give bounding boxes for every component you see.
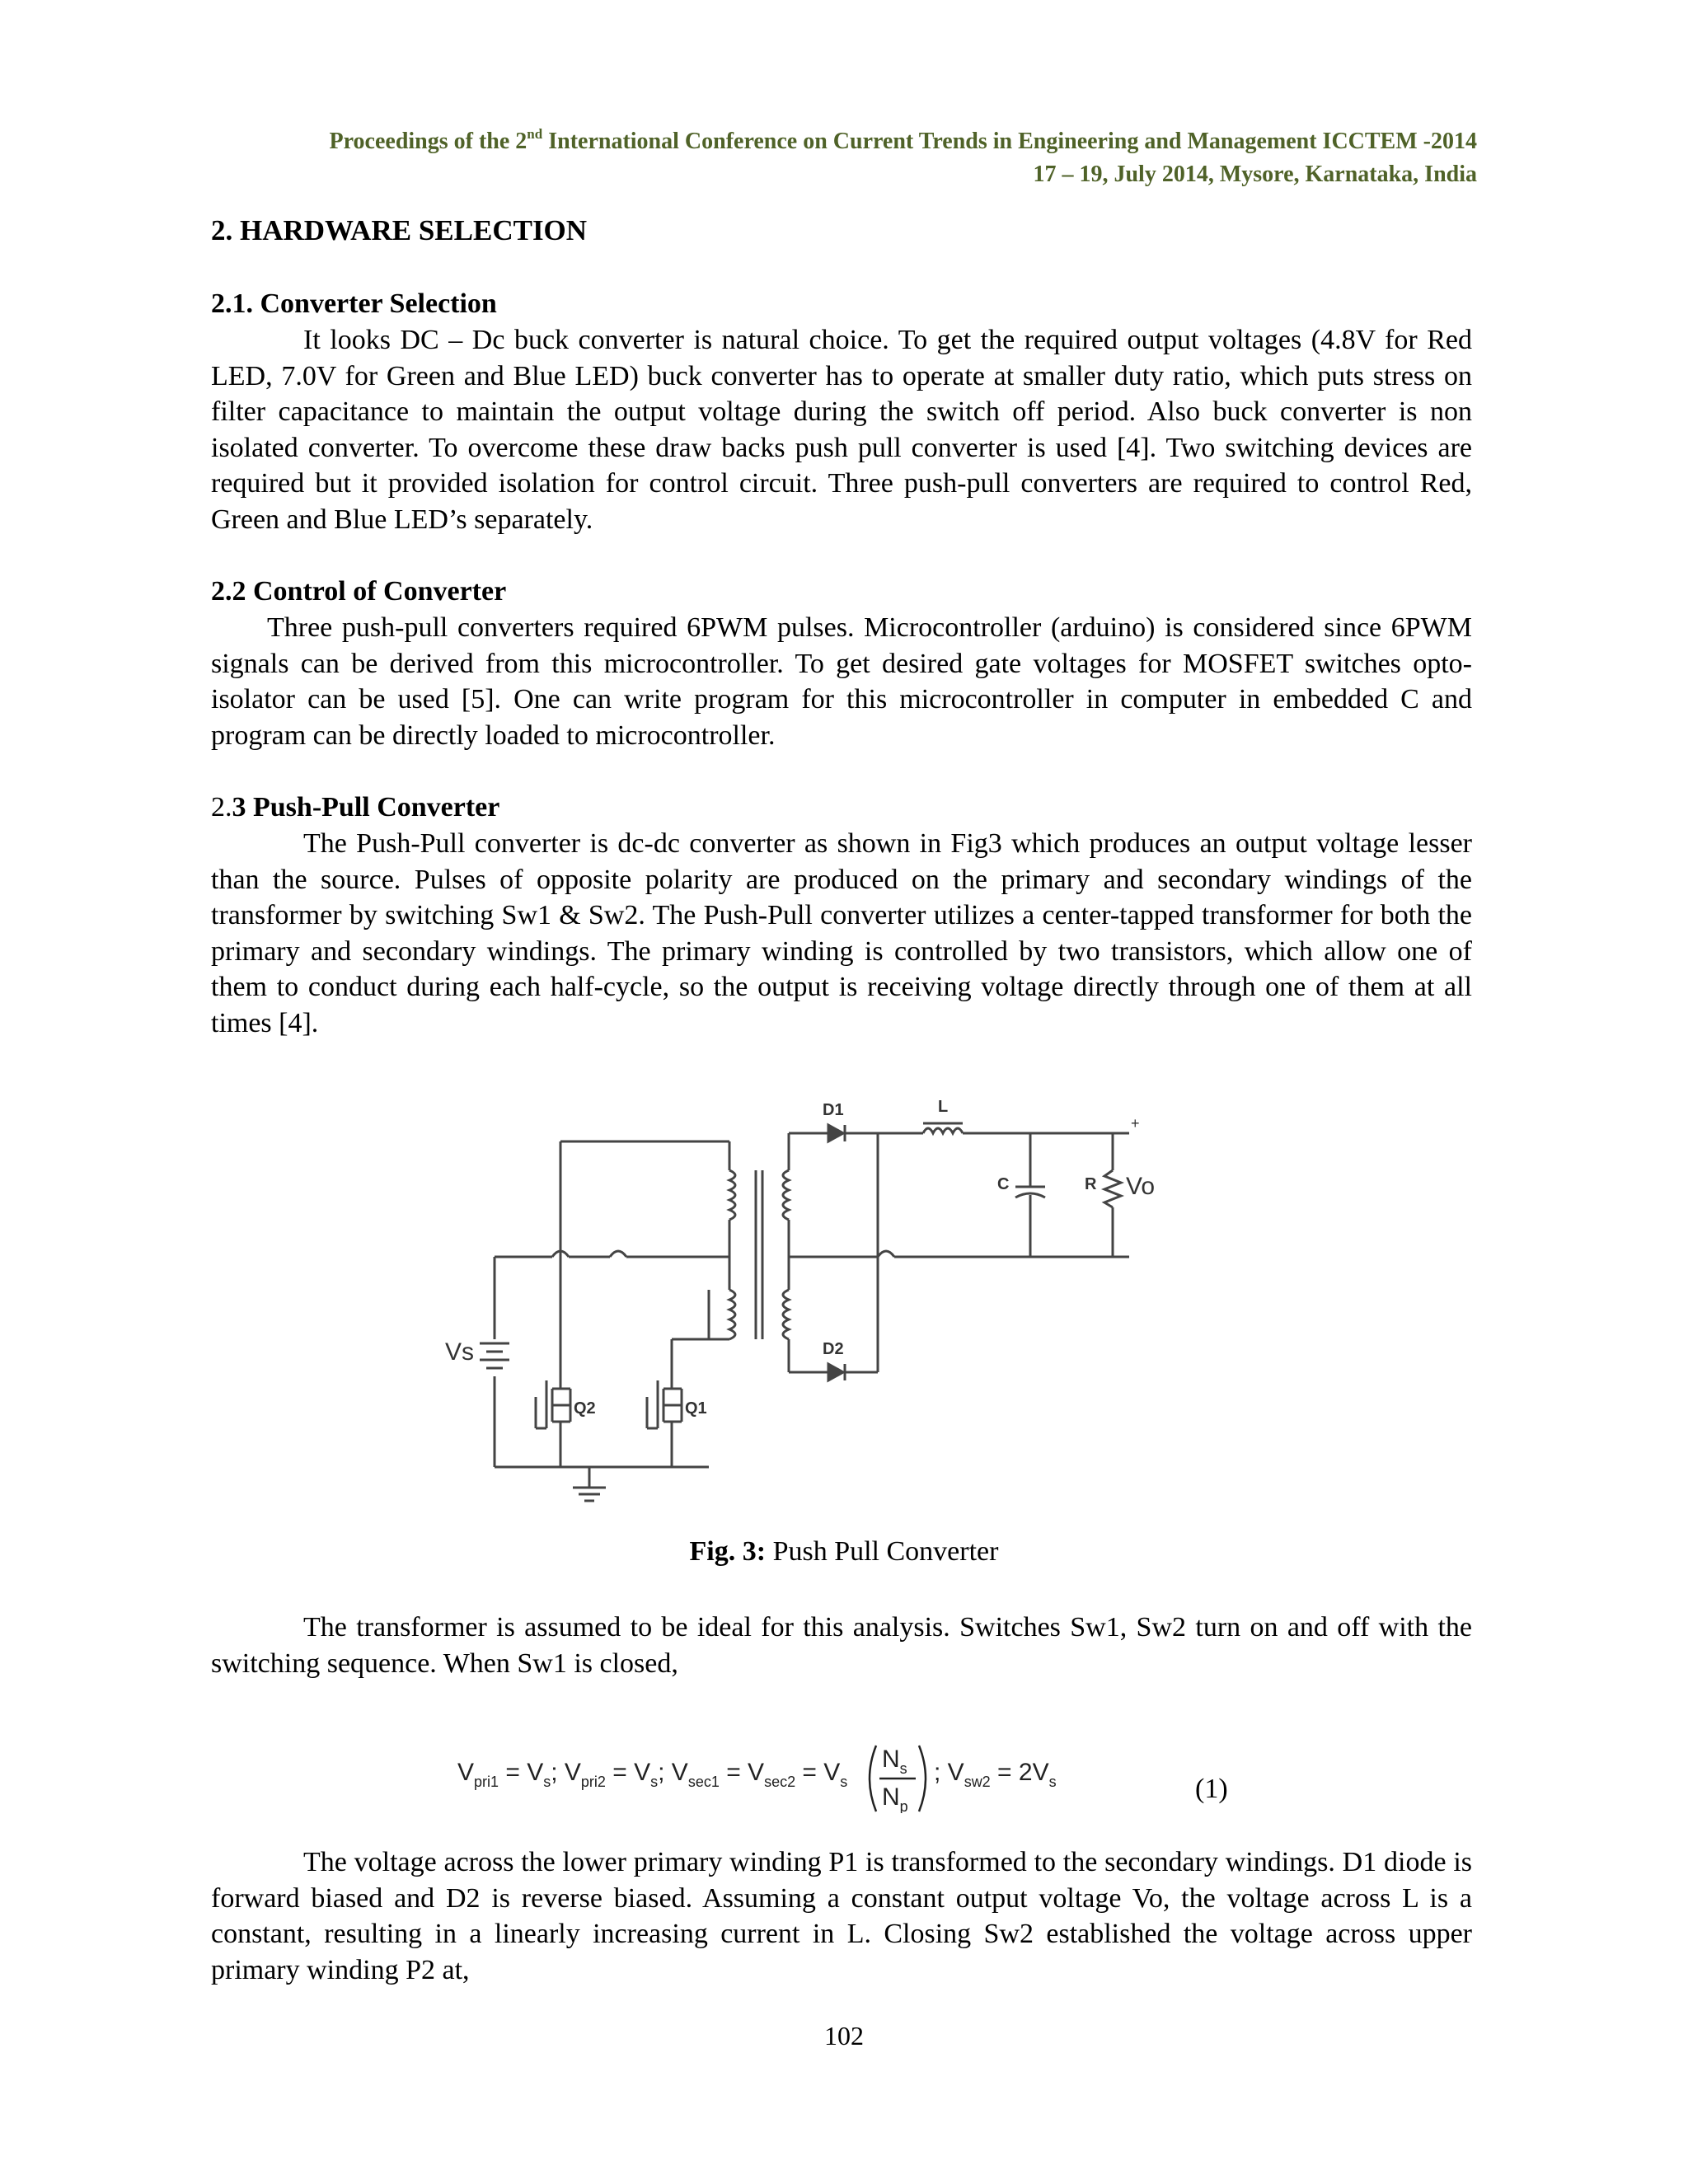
paragraph-last: The voltage across the lower primary winding P1 is transformed to the secondary windings. D1 diode is forward biased and D2 is reverse biased. Assuming a constant output voltage Vo, the voltage across L is a constant, resulting in a linearly increasing current in L. Closing Sw2 established the voltage across upper primary winding P2 at, bbox=[211, 1847, 1472, 1985]
subsection-title-control: 2.2 Control of Converter bbox=[211, 576, 507, 607]
equation-paren-right bbox=[919, 1746, 926, 1811]
label-vs: Vs bbox=[445, 1338, 475, 1366]
subsection-title-push-pull: 2.3 Push-Pull Converter bbox=[211, 792, 500, 823]
label-c: C bbox=[997, 1175, 1010, 1193]
section-title: 2. HARDWARE SELECTION bbox=[211, 214, 588, 246]
main-content bbox=[211, 210, 1472, 1077]
equation-term: ; $V_{sw2} = 2V_s$ bbox=[934, 1759, 1057, 1790]
label-r: R bbox=[1085, 1175, 1097, 1193]
ground-symbol bbox=[573, 1488, 606, 1501]
mosfet-q1-symbol bbox=[647, 1380, 682, 1428]
equation-graphic bbox=[457, 1731, 1084, 1813]
paragraph-converter-selection: It looks DC – Dc buck converter is natural choice. To get the required output voltages (4.8V for Red LED, 7.0V for Green and Blue LED) buck converter has to operate at smaller duty ratio, which puts stress on filter capacitance to maintain the output voltage during the switch off period. Also buck converter is non isolated converter. To overcome these draw backs push pull converter is used [4]. Two switching devices are required but it provided isolation for control circuit. Three push-pull converters are required to control Red, Green and Blue LED’s separately. bbox=[211, 325, 1472, 535]
label-vo: Vo bbox=[1126, 1173, 1156, 1200]
subsection-title-converter-selection: 2.1. Converter Selection bbox=[211, 288, 497, 319]
page-header bbox=[191, 125, 1477, 191]
circuit-figure bbox=[429, 1092, 1170, 1512]
battery-symbol bbox=[480, 1343, 509, 1368]
wire-crossover bbox=[878, 1251, 894, 1257]
conference-title: Proceedings of the 2nd International Conference on Current Trends in Engineering and Management ICCTEM -2014 bbox=[329, 126, 1477, 154]
figure-caption: Fig. 3: Push Pull Converter bbox=[689, 1536, 999, 1567]
diode-d2-symbol bbox=[828, 1364, 845, 1380]
diode-d1-symbol bbox=[828, 1125, 845, 1141]
secondary-winding-upper bbox=[783, 1170, 789, 1220]
paragraph-push-pull: The Push-Pull converter is dc-dc converter as shown in Fig3 which produces an output voltage lesser than the source. Pulses of opposite polarity are produced on the primary and secondary windings of the transformer by switching Sw1 & Sw2. The Push-Pull converter utilizes a center-tapped transformer for both the primary and secondary windings. The primary winding is controlled by two transistors, which allow one of them to conduct during each half-cycle, so the output is receiving voltage directly through one of them at all times [4]. bbox=[211, 828, 1472, 1038]
primary-winding-lower bbox=[729, 1290, 735, 1339]
conference-date-location: 17 – 19, July 2014, Mysore, Karnataka, India bbox=[1033, 162, 1477, 187]
label-q1: Q1 bbox=[685, 1399, 707, 1418]
equation-numerator: $N_s$ bbox=[882, 1746, 907, 1777]
wire-crossover bbox=[610, 1251, 626, 1257]
label-plus: + bbox=[1131, 1115, 1140, 1132]
page-number: 102 bbox=[824, 2021, 864, 2050]
label-d2: D2 bbox=[823, 1340, 844, 1358]
equation-term: $V_{pri1} = V_s$; $V_{pri2} = V_s$; $V_{sec1} = V_{sec2} = V_s$ bbox=[457, 1759, 848, 1790]
resistor-r-symbol bbox=[1104, 1170, 1121, 1207]
secondary-winding-lower bbox=[783, 1290, 789, 1339]
equation-number: (1) bbox=[1195, 1774, 1228, 1804]
primary-winding-upper bbox=[729, 1170, 735, 1220]
label-d1: D1 bbox=[823, 1101, 844, 1119]
mosfet-q2-symbol bbox=[536, 1380, 570, 1428]
push-pull-circuit-diagram bbox=[429, 1092, 1170, 1512]
paragraph-after-figure: The transformer is assumed to be ideal for this analysis. Switches Sw1, Sw2 turn on and off with the switching sequence. When Sw1 is closed, bbox=[211, 1612, 1472, 1679]
equation-paren-left bbox=[870, 1746, 876, 1811]
label-q2: Q2 bbox=[574, 1399, 596, 1418]
label-l: L bbox=[938, 1098, 949, 1116]
paragraph-control: Three push-pull converters required 6PWM pulses. Microcontroller (arduino) is considered since 6PWM signals can be derived from this microcontroller. To get desired gate voltages for MOSFET switches opto-isolator can be used [5]. One can write program for this microcontroller in computer in embedded C and program can be directly loaded to microcontroller. bbox=[211, 612, 1472, 751]
equation-1 bbox=[457, 1731, 1084, 1813]
inductor-l-symbol bbox=[923, 1128, 963, 1133]
equation-denominator: $N_p$ bbox=[882, 1783, 908, 1813]
